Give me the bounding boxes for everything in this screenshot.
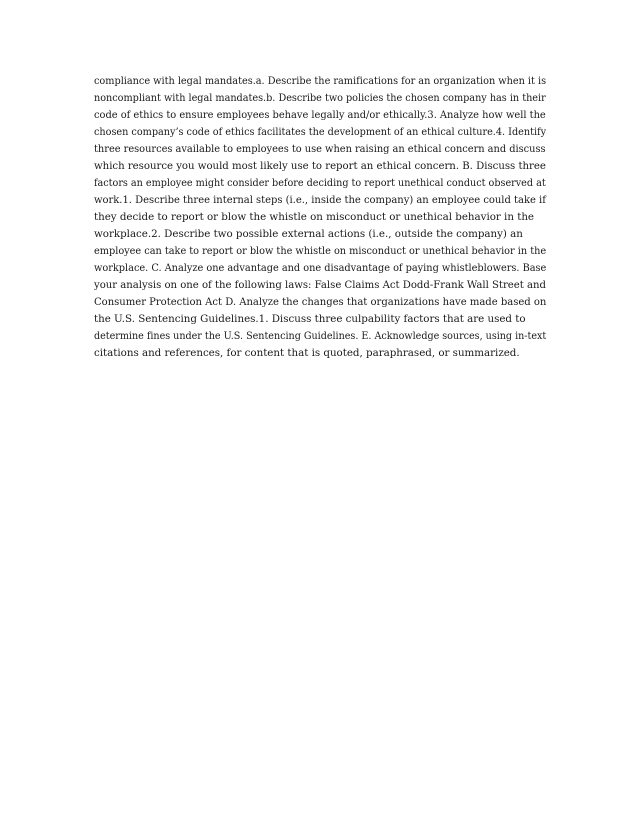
text-line: factors an employee might consider before deciding to report unethical conduct observed at (94, 177, 546, 189)
text-line: code of ethics to ensure employees behave legally and/or ethically.3. Analyze how well the (94, 109, 546, 121)
text-line: work.1. Describe three internal steps (i.e., inside the company) an employee could take if (94, 194, 546, 206)
text-line: the U.S. Sentencing Guidelines.1. Discuss three culpability factors that are used to (94, 313, 526, 325)
body-text (94, 73, 546, 362)
text-line: workplace.2. Describe two possible external actions (i.e., outside the company) an (94, 228, 523, 240)
text-line: noncompliant with legal mandates.b. Describe two policies the chosen company has in their (94, 92, 546, 104)
text-line: determine fines under the U.S. Sentencing Guidelines. E. Acknowledge sources, using in-text (94, 330, 547, 342)
text-line: three resources available to employees to use when raising an ethical concern and discuss (94, 143, 546, 155)
text-line: compliance with legal mandates.a. Describe the ramifications for an organization when it is (94, 75, 547, 87)
text-line: they decide to report or blow the whistle on misconduct or unethical behavior in the (94, 211, 535, 223)
text-line: citations and references, for content that is quoted, paraphrased, or summarized. (94, 347, 520, 359)
text-line: your analysis on one of the following laws: False Claims Act Dodd-Frank Wall Street and (94, 279, 546, 291)
text-line: employee can take to report or blow the whistle on misconduct or unethical behavior in the (94, 245, 547, 257)
text-line: which resource you would most likely use to report an ethical concern. B. Discuss three (94, 160, 546, 172)
text-line: Consumer Protection Act D. Analyze the changes that organizations have made based on (94, 296, 547, 308)
text-line: workplace. C. Analyze one advantage and one disadvantage of paying whistleblowers. Base (94, 262, 547, 274)
text-line: chosen company’s code of ethics facilitates the development of an ethical culture.4. Identify (94, 126, 547, 138)
